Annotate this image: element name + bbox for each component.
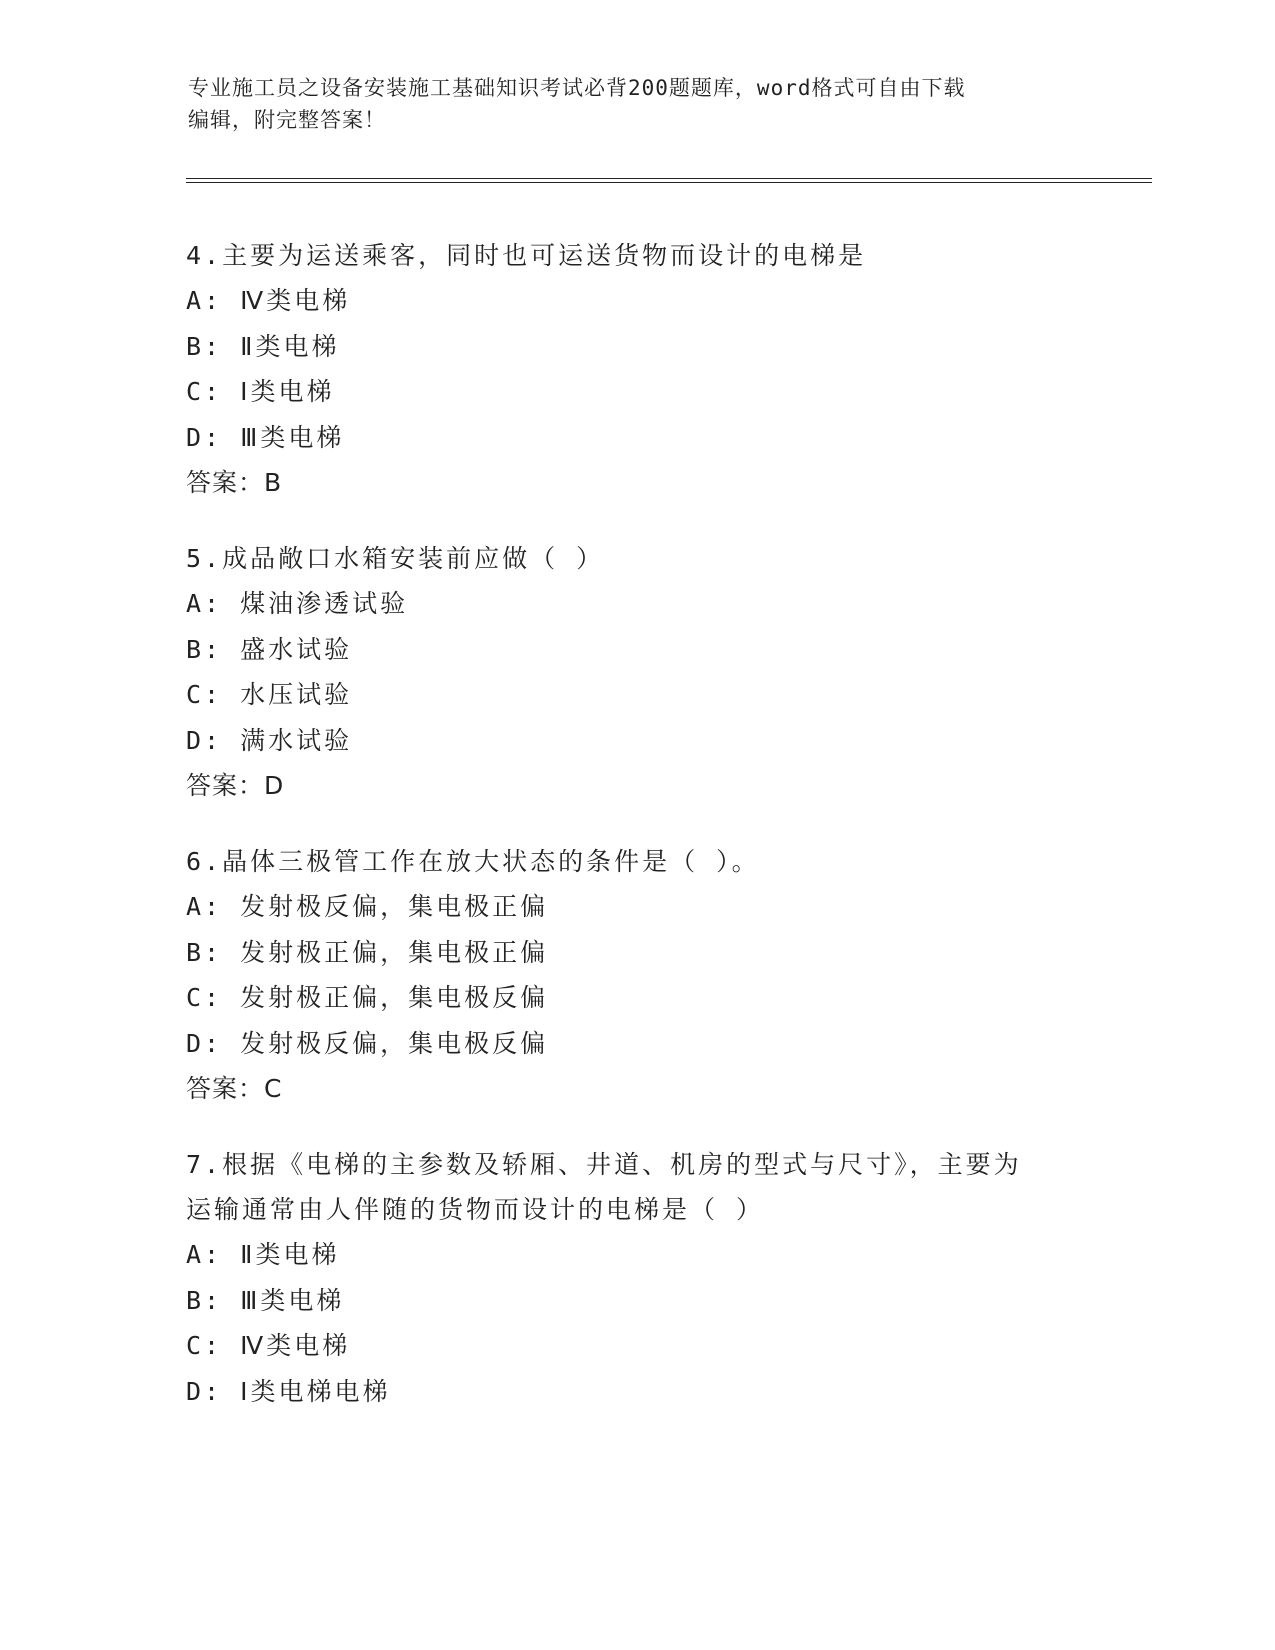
- question-stem-line-2: 运输通常由人伴随的货物而设计的电梯是（ ）: [186, 1195, 765, 1224]
- option-c: C: 水压试验: [186, 680, 353, 709]
- option-c: C: Ⅳ类电梯: [186, 1331, 351, 1360]
- option-b: B: Ⅲ类电梯: [186, 1285, 345, 1315]
- question-5: [186, 536, 1086, 808]
- document-header: [188, 72, 1068, 136]
- option-b: B: 盛水试验: [186, 634, 353, 664]
- option-a: A: 发射极反偏，集电极正偏: [186, 892, 549, 921]
- question-stem: 4.主要为运送乘客，同时也可运送货物而设计的电梯是: [186, 241, 867, 270]
- option-c: C: 发射极正偏，集电极反偏: [186, 983, 549, 1012]
- option-a: A: Ⅱ类电梯: [186, 1240, 340, 1269]
- header-divider-bottom: [186, 182, 1152, 183]
- question-stem: 5.成品敞口水箱安装前应做（ ）: [186, 544, 605, 573]
- header-divider-top: [186, 178, 1152, 179]
- option-a: A: 煤油渗透试验: [186, 589, 409, 618]
- question-4: [186, 233, 1086, 505]
- answer-label: 答案：B: [186, 468, 283, 497]
- option-d: D: 满水试验: [186, 725, 353, 755]
- option-d: D: Ⅰ类电梯电梯: [186, 1376, 391, 1406]
- header-line-1: 专业施工员之设备安装施工基础知识考试必背200题题库，word格式可自由下载: [188, 76, 966, 100]
- option-a: A: Ⅳ类电梯: [186, 286, 351, 315]
- question-stem-line-1: 7.根据《电梯的主参数及轿厢、井道、机房的型式与尺寸》，主要为: [186, 1150, 1022, 1179]
- answer-label: 答案：D: [186, 771, 285, 800]
- question-list: [186, 233, 1086, 1445]
- option-d: D: 发射极反偏，集电极反偏: [186, 1028, 549, 1058]
- option-b: B: 发射极正偏，集电极正偏: [186, 937, 549, 967]
- question-6: [186, 839, 1086, 1111]
- question-7: [186, 1142, 1086, 1414]
- option-c: C: Ⅰ类电梯: [186, 377, 335, 406]
- option-d: D: Ⅲ类电梯: [186, 422, 345, 452]
- question-stem: 6.晶体三极管工作在放大状态的条件是（ ）。: [186, 847, 760, 876]
- option-b: B: Ⅱ类电梯: [186, 331, 340, 361]
- header-line-2: 编辑，附完整答案！: [188, 108, 386, 132]
- answer-label: 答案：C: [186, 1074, 283, 1103]
